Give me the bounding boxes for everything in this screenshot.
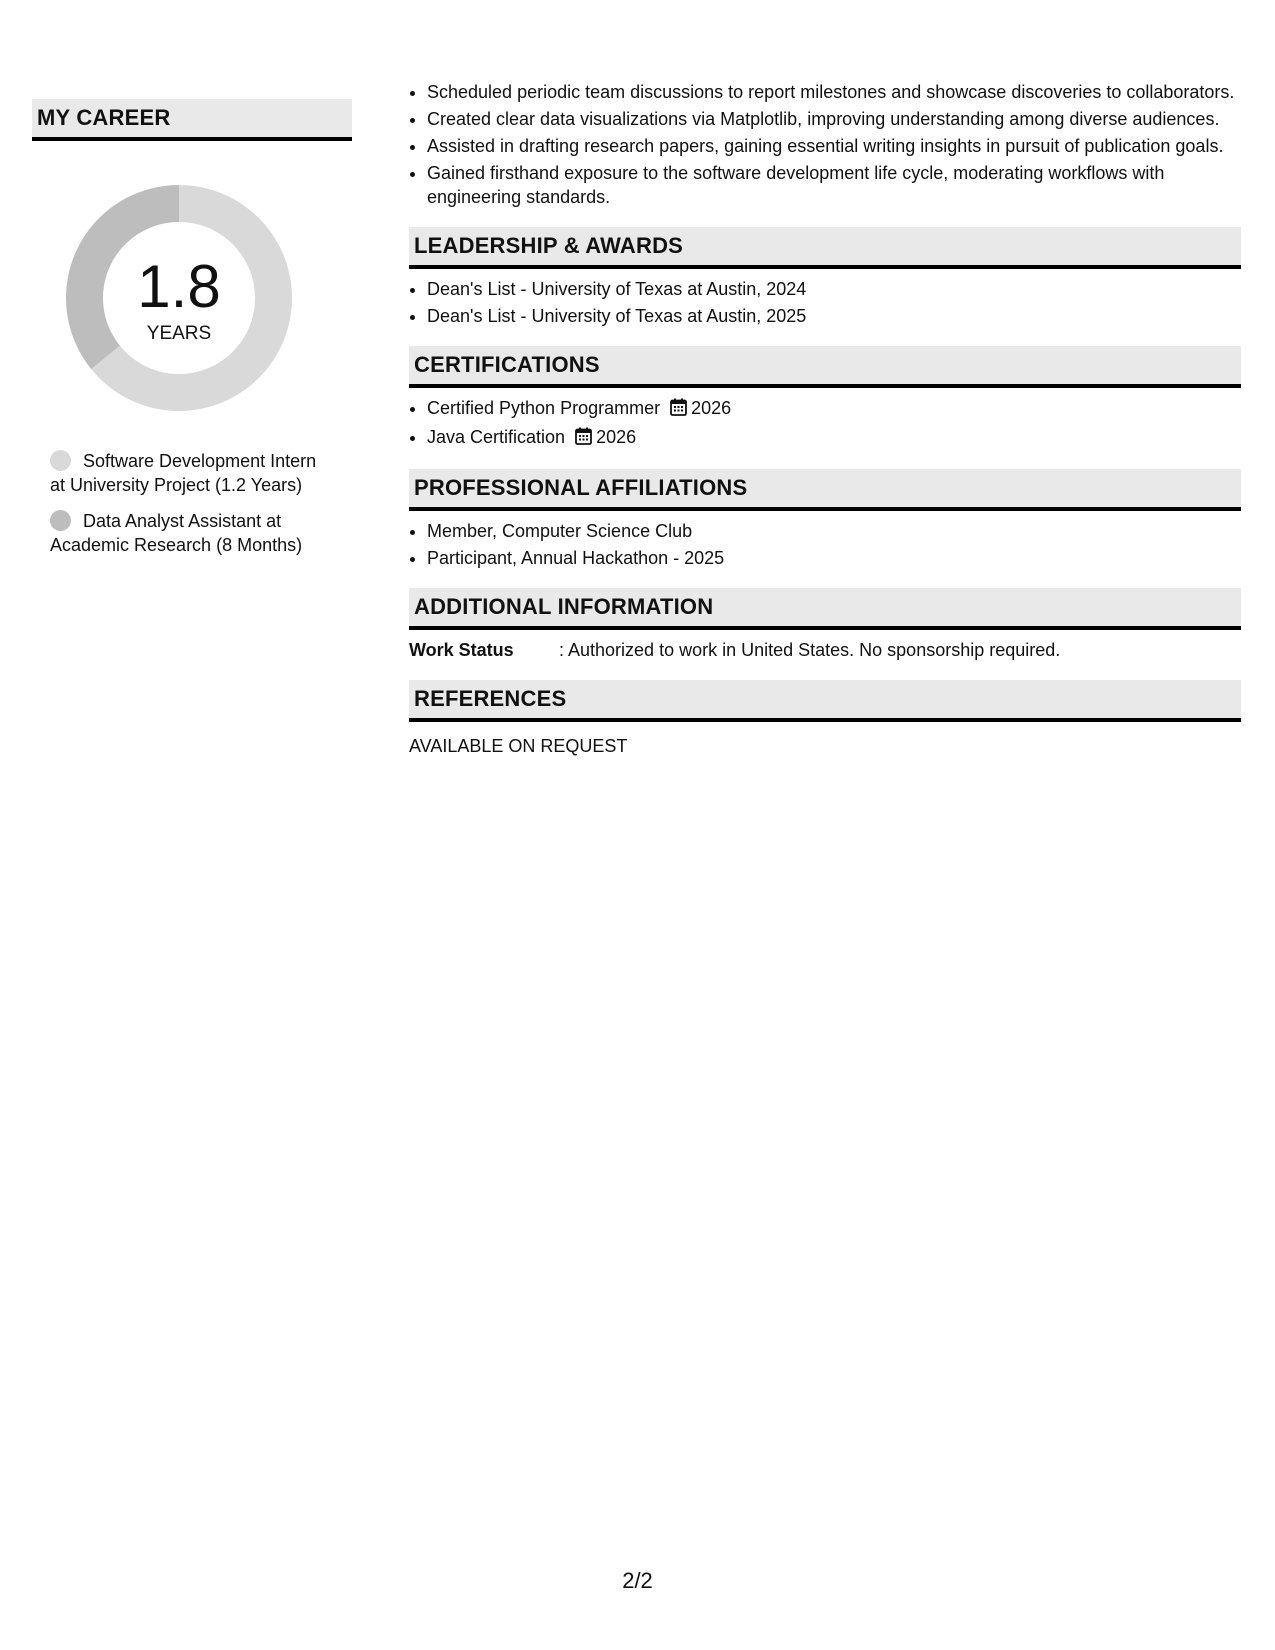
leadership-section-header: LEADERSHIP & AWARDS (409, 227, 1241, 269)
experience-bullet: • Gained firsthand exposure to the software development life cycle, moderating workflows with engineering standards. (427, 161, 1241, 209)
page-number: 2/2 (622, 1568, 653, 1593)
certifications-section (409, 346, 1241, 451)
leadership-item: • Dean's List - University of Texas at Austin, 2025 (427, 304, 1241, 328)
affiliation-item: • Participant, Annual Hackathon - 2025 (427, 546, 1241, 570)
legend-dot-icon (50, 450, 71, 471)
calendar-icon (575, 427, 592, 451)
experience-bullet: • Assisted in drafting research papers, gaining essential writing insights in pursuit of publication goals. (427, 134, 1241, 158)
career-donut-chart (66, 185, 292, 411)
certification-year: 2026 (691, 398, 732, 418)
certification-year: 2026 (596, 427, 637, 447)
additional-info-section (409, 588, 1241, 662)
calendar-icon (670, 398, 687, 422)
leadership-item: • Dean's List - University of Texas at Austin, 2024 (427, 277, 1241, 301)
affiliations-section (409, 469, 1241, 570)
experience-bullet: • Created clear data visualizations via Matplotlib, improving understanding among diverse audiences. (427, 107, 1241, 131)
affiliation-item: • Member, Computer Science Club (427, 519, 1241, 543)
legend-label: Software Development Intern at University Project (1.2 Years) (50, 451, 317, 495)
affiliations-section-header: PROFESSIONAL AFFILIATIONS (409, 469, 1241, 511)
main-content (409, 80, 1241, 758)
certifications-section-header: CERTIFICATIONS (409, 346, 1241, 388)
certification-item (427, 396, 1241, 422)
legend-item (50, 449, 320, 497)
work-status-row (409, 638, 1241, 662)
leadership-section (409, 227, 1241, 328)
career-total-unit: YEARS (146, 323, 212, 344)
work-status-value: : Authorized to work in United States. No sponsorship required. (559, 640, 1061, 660)
legend-item (50, 509, 320, 557)
affiliations-list (409, 519, 1241, 570)
experience-bullet: • Scheduled periodic team discussions to report milestones and showcase discoveries to collaborators. (427, 80, 1241, 104)
donut-center (66, 185, 292, 411)
certification-name: Java Certification (427, 427, 566, 447)
additional-info-section-header: ADDITIONAL INFORMATION (409, 588, 1241, 630)
certifications-list (409, 396, 1241, 451)
experience-bullets (409, 80, 1241, 209)
career-legend (50, 449, 320, 557)
legend-label: Data Analyst Assistant at Academic Research (8 Months) (50, 511, 303, 555)
references-text: AVAILABLE ON REQUEST (409, 736, 628, 756)
legend-dot-icon (50, 510, 71, 531)
references-section-header: REFERENCES (409, 680, 1241, 722)
certification-name: Certified Python Programmer (427, 398, 661, 418)
work-status-label: Work Status (409, 640, 514, 660)
leadership-list (409, 277, 1241, 328)
sidebar (32, 99, 352, 569)
references-section (409, 680, 1241, 758)
certification-item (427, 425, 1241, 451)
career-total-value: 1.8 (137, 253, 221, 320)
career-section-header: MY CAREER (32, 99, 352, 141)
